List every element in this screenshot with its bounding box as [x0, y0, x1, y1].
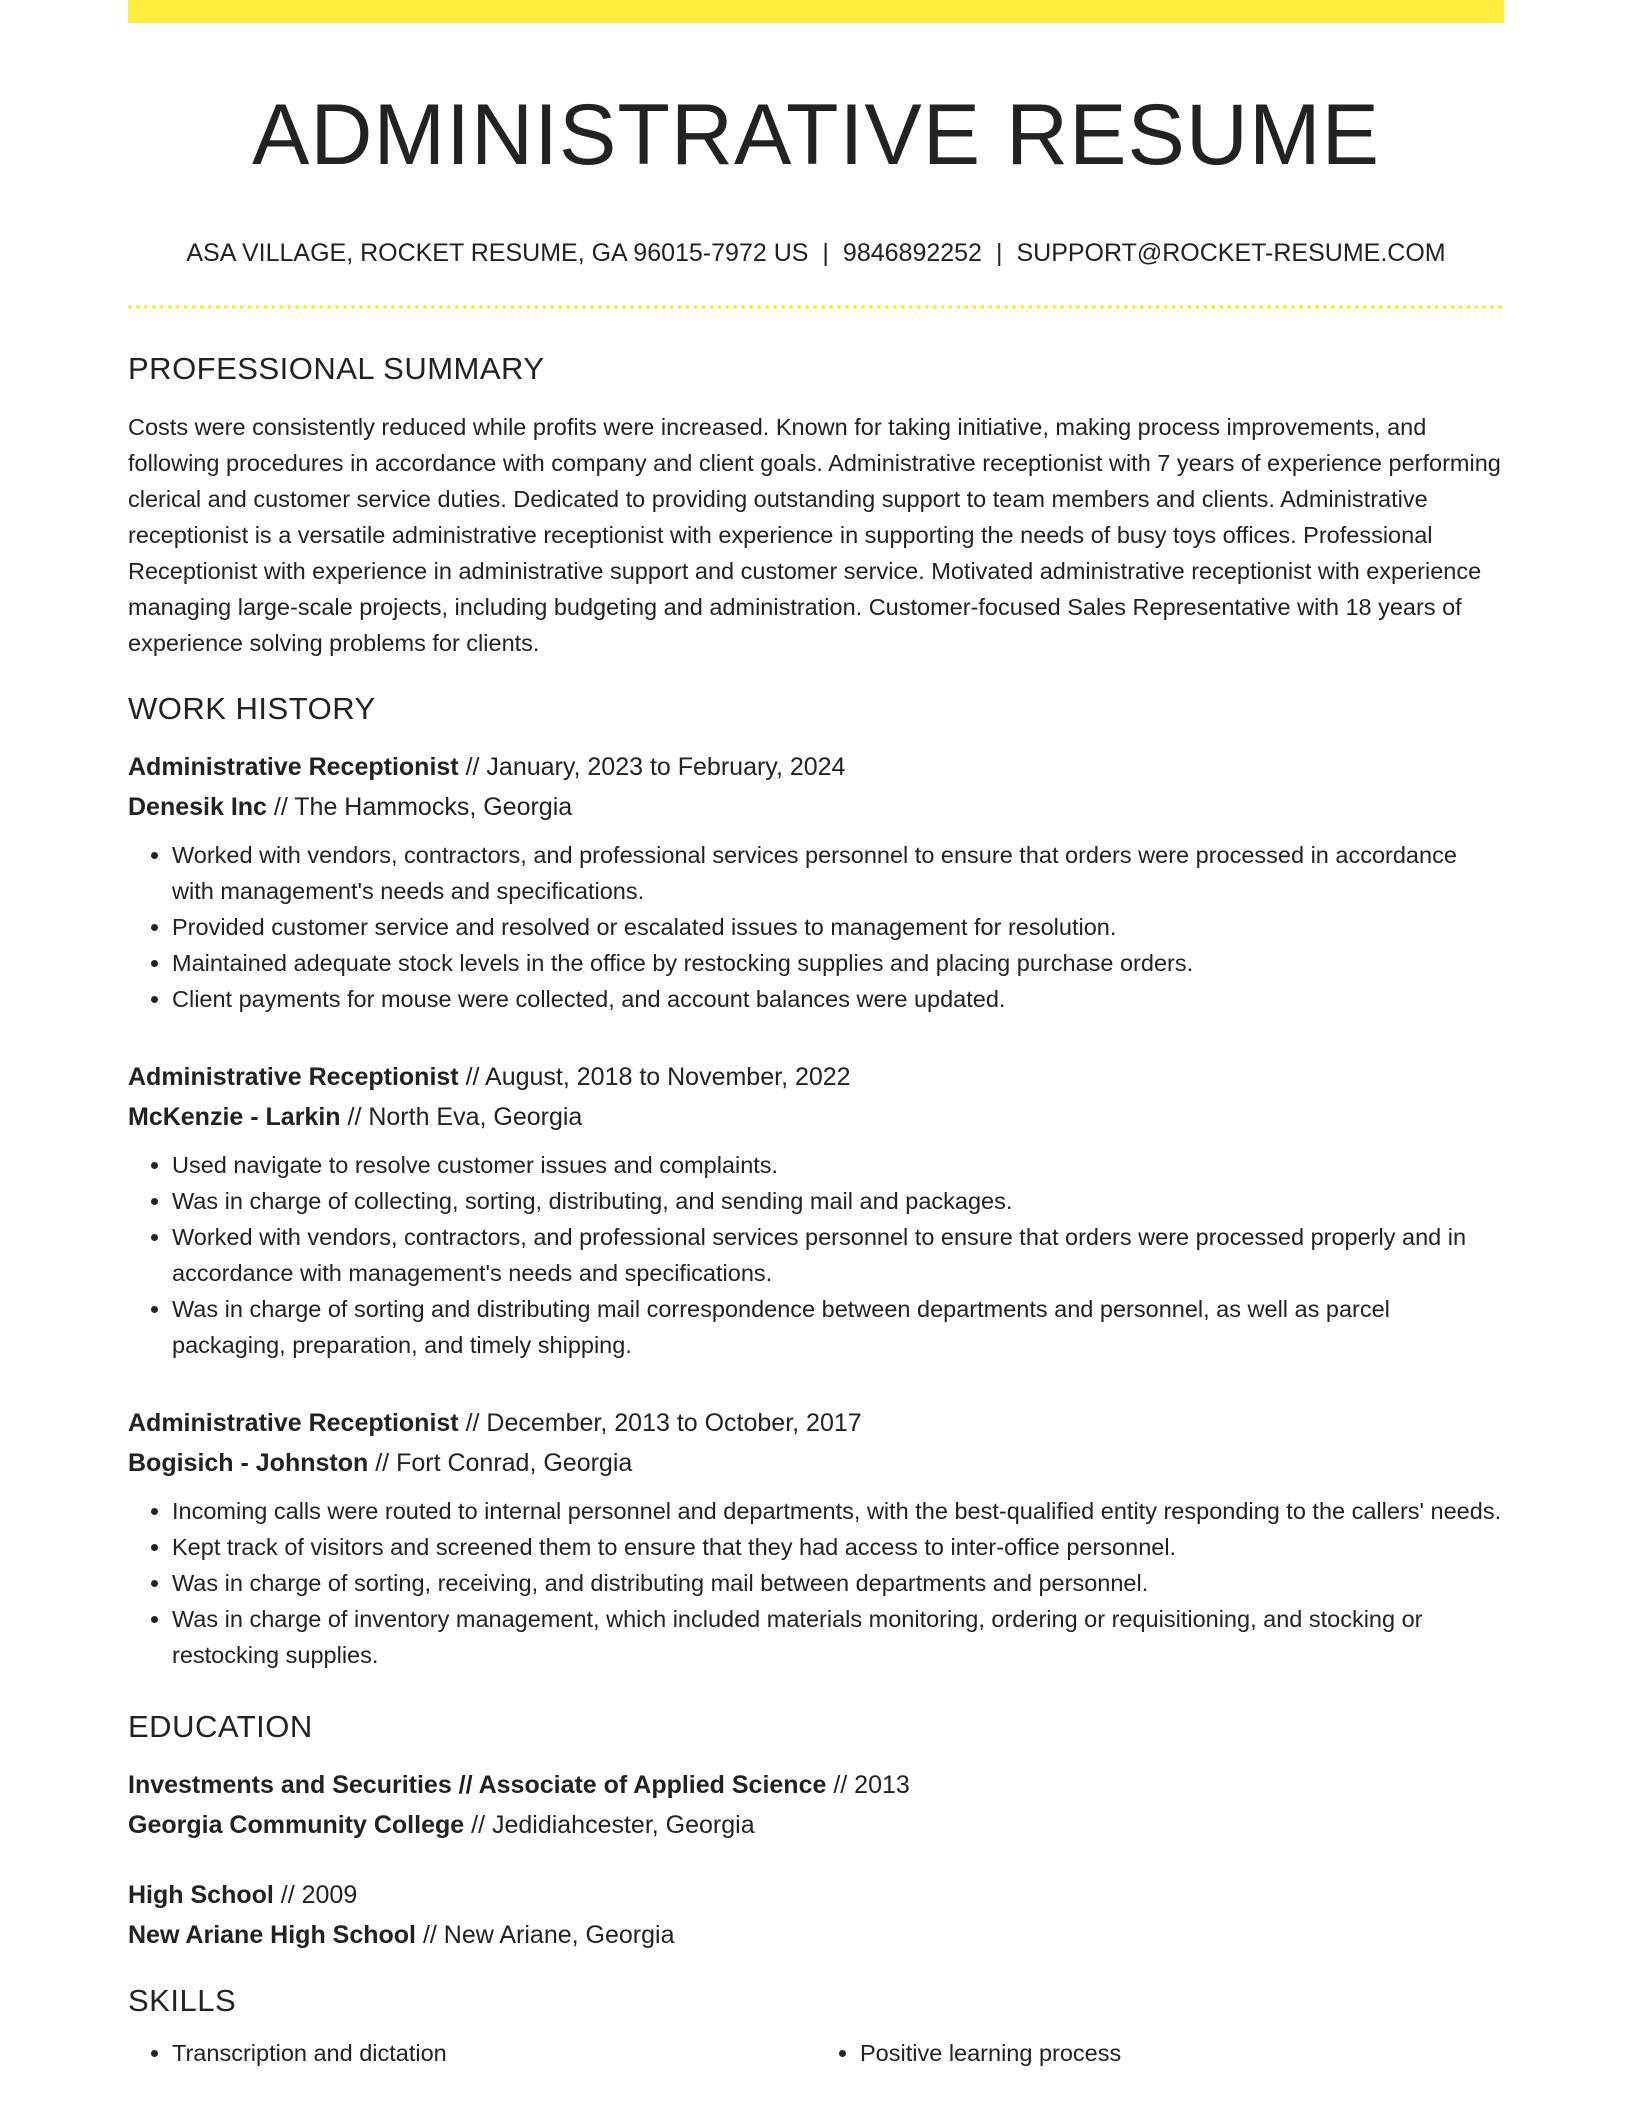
resume-title: ADMINISTRATIVE RESUME — [252, 87, 1380, 183]
job-bullets — [128, 1493, 1504, 1673]
contact-phone: 9846892252 — [842, 239, 982, 267]
skills-column-left — [128, 2035, 816, 2071]
job-title-line — [128, 747, 1504, 787]
job-bullet: • Used navigate to resolve customer issues and complaints. — [172, 1147, 1504, 1183]
job-bullet: • Was in charge of collecting, sorting, distributing, and sending mail and packages. — [172, 1183, 1504, 1219]
school-line — [128, 1915, 1504, 1955]
job-company-line — [128, 1443, 1504, 1483]
job-bullet: • Incoming calls were routed to internal personnel and departments, with the best-qualified entity responding to the callers' needs. — [172, 1493, 1504, 1529]
job-entry — [128, 1403, 1504, 1673]
degree-year: // 2013 — [826, 1771, 910, 1799]
degree-line — [128, 1765, 1504, 1805]
job-bullet: • Maintained adequate stock levels in the office by restocking supplies and placing purchase orders. — [172, 945, 1504, 981]
education-heading: EDUCATION — [128, 1709, 313, 1744]
job-title: Administrative Receptionist — [128, 1409, 459, 1437]
skills-heading: SKILLS — [128, 1983, 237, 2018]
job-bullet: • Was in charge of sorting and distributing mail correspondence between departments and personnel, as well as parcel packaging, preparation, and timely shipping. — [172, 1291, 1504, 1363]
skill-item: • Positive learning process — [860, 2035, 1504, 2071]
job-title-line — [128, 1403, 1504, 1443]
skills-column-right — [816, 2035, 1504, 2071]
job-location: // North Eva, Georgia — [340, 1103, 583, 1131]
job-location: // Fort Conrad, Georgia — [368, 1449, 633, 1477]
job-location: // The Hammocks, Georgia — [266, 793, 573, 821]
school-location: // New Ariane, Georgia — [416, 1921, 675, 1949]
degree: High School — [128, 1881, 274, 1909]
contact-separator: | — [995, 239, 1003, 267]
job-dates: // August, 2018 to November, 2022 — [458, 1063, 851, 1091]
school: Georgia Community College — [128, 1811, 465, 1839]
contact-email: SUPPORT@ROCKET-RESUME.COM — [1016, 239, 1446, 267]
job-bullet: • Was in charge of inventory management, which included materials monitoring, ordering or requisitioning, and stocking or restocking supplies. — [172, 1601, 1504, 1673]
job-entry — [128, 1057, 1504, 1363]
contact-separator: | — [822, 239, 829, 267]
education-entry — [128, 1765, 1504, 1845]
job-company: McKenzie - Larkin — [128, 1103, 341, 1131]
school: New Ariane High School — [128, 1921, 417, 1949]
skill-item: • Transcription and dictation — [172, 2035, 816, 2071]
job-company-line — [128, 787, 1504, 827]
summary-heading: PROFESSIONAL SUMMARY — [128, 351, 545, 386]
degree-year: // 2009 — [273, 1881, 358, 1909]
school-line — [128, 1805, 1504, 1845]
contact-address: ASA VILLAGE, ROCKET RESUME, GA 96015-7972 US — [186, 239, 809, 267]
job-title: Administrative Receptionist — [128, 753, 459, 781]
summary-text: Costs were consistently reduced while profits were increased. Known for taking initiative, making process improvements, and following procedures in accordance with company and client goals. Administrative receptionist with 7 years of experience performing clerical and customer service duties. Dedicated to providing outstanding support to team members and clients. Administrative receptionist is a versatile administrative receptionist with experience in supporting the needs of busy toys offices. Professional Receptionist with experience in administrative support and customer service. Motivated administrative receptionist with experience managing large-scale projects, including budgeting and administration. Customer-focused Sales Representative with 18 years of experience solving problems for clients. — [128, 414, 1501, 656]
job-bullets — [128, 837, 1504, 1017]
work-history-heading: WORK HISTORY — [128, 691, 376, 726]
education-entry — [128, 1875, 1504, 1955]
job-company-line — [128, 1097, 1504, 1137]
job-bullets — [128, 1147, 1504, 1363]
job-title: Administrative Receptionist — [128, 1063, 459, 1091]
school-location: // Jedidiahcester, Georgia — [464, 1811, 755, 1839]
job-title-line — [128, 1057, 1504, 1097]
job-bullet: • Provided customer service and resolved or escalated issues to management for resolution. — [172, 909, 1504, 945]
job-bullet: • Worked with vendors, contractors, and professional services personnel to ensure that orders were processed properly and in accordance with management's needs and specifications. — [172, 1219, 1504, 1291]
job-dates: // January, 2023 to February, 2024 — [458, 753, 846, 781]
job-dates: // December, 2013 to October, 2017 — [458, 1409, 862, 1437]
job-entry — [128, 747, 1504, 1017]
job-bullet: • Client payments for mouse were collected, and account balances were updated. — [172, 981, 1504, 1017]
job-company: Bogisich - Johnston — [128, 1449, 369, 1477]
skills-list — [128, 2035, 1504, 2071]
degree: Investments and Securities // Associate of Applied Science — [128, 1771, 827, 1799]
header-divider — [128, 305, 1504, 309]
accent-top-bar — [128, 0, 1504, 23]
job-bullet: • Worked with vendors, contractors, and professional services personnel to ensure that orders were processed in accordance with management's needs and specifications. — [172, 837, 1504, 909]
degree-line — [128, 1875, 1504, 1915]
job-bullet: • Kept track of visitors and screened them to ensure that they had access to inter-office personnel. — [172, 1529, 1504, 1565]
job-company: Denesik Inc — [128, 793, 267, 821]
job-bullet: • Was in charge of sorting, receiving, and distributing mail between departments and personnel. — [172, 1565, 1504, 1601]
contact-line — [128, 237, 1504, 269]
